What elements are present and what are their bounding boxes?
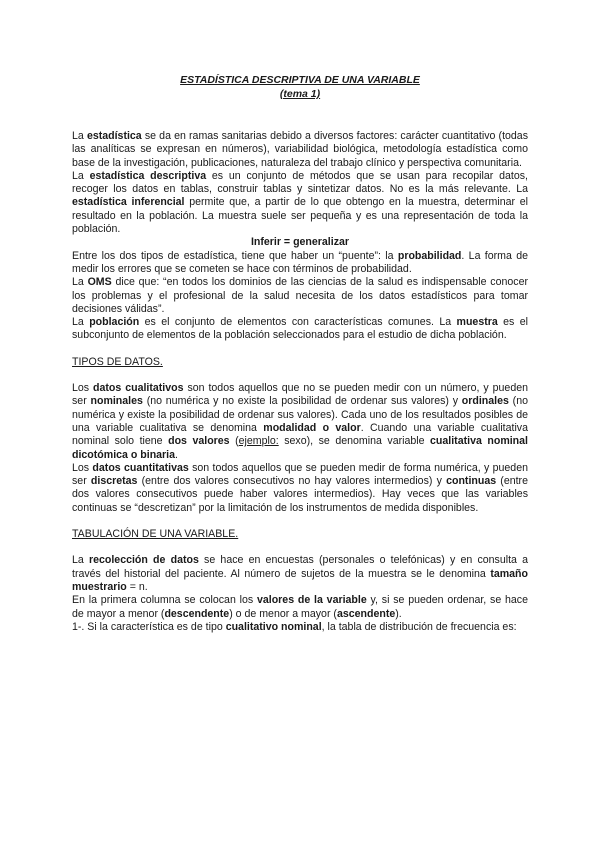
- section-heading-tabulacion: TABULACIÓN DE UNA VARIABLE.: [72, 528, 239, 541]
- paragraph-cualitativo-nominal: 1-. Si la característica es de tipo cualitativo nominal, la tabla de distribución de frecuencia es:: [72, 620, 517, 633]
- document-body: [72, 130, 528, 634]
- document-title: ESTADÍSTICA DESCRIPTIVA DE UNA VARIABLE: [180, 74, 420, 86]
- paragraph-oms: La OMS dice que: “en todos los dominios de las ciencias de la salud es indispensable conocer los problemas y el profesional de la salud necesita de los datos estadísticos para tomar decisiones válidas”.: [72, 276, 528, 315]
- inferir-line: Inferir = generalizar: [250, 236, 350, 249]
- section-heading-tipos-de-datos: TIPOS DE DATOS.: [72, 355, 163, 368]
- paragraph-estadistica: La estadística se da en ramas sanitarias debido a diversos factores: carácter cuantitativo (todas las analíticas se expresan en números), variabilidad biológica, metodología estadística como base de la investigación, publicaciones, naturaleza del trabajo clínico y perspectiva comunitaria.: [72, 130, 528, 169]
- paragraph-datos-cualitativos: Los datos cualitativos son todos aquellos que no se pueden medir con un número, y pueden ser nominales (no numérica y no existe la posibilidad de ordenar sus valores) y ordinales (no numérica y existe la posibilidad de ordenar sus valores). Cada uno de los resultados posibles de una variable cualitativa se denomina modalidad o valor. Cuando una variable cualitativa nominal solo tiene dos valores (ejemplo: sexo), se denomina variable cualitativa nominal dicotómica o binaria.: [72, 382, 529, 461]
- paragraph-recoleccion: La recolección de datos se hace en encuestas (personales o telefónicas) y en consulta a través del historial del paciente. Al número de sujetos de la muestra se le denomina tamaño muestrario = n.: [72, 554, 528, 593]
- paragraph-poblacion: La población es el conjunto de elementos con características comunes. La muestra es el subconjunto de elementos de la población seleccionados para el estudio de dicha población.: [72, 316, 528, 342]
- document-subtitle: (tema 1): [279, 88, 321, 100]
- paragraph-probabilidad: Entre los dos tipos de estadística, tiene que haber un “puente”: la probabilidad. La forma de medir los errores que se cometen se hace con términos de probabilidad.: [72, 249, 528, 275]
- paragraph-datos-cuantitativas: Los datos cuantitativas son todos aquellos que se pueden medir de forma numérica, y pueden ser discretas (entre dos valores consecutivos no hay valores intermedios) y continuas (entre dos valores consecutivos puede haber valores intermedios). Hay veces que las variables continuas se “descretizan” por la limitación de los instrumentos de medida disponibles.: [72, 461, 528, 514]
- paragraph-estadistica-descriptiva: La estadística descriptiva es un conjunto de métodos que se usan para recopilar datos, recoger los datos en tablas, construir tablas y sintetizar datos. No es la más relevante. La estadística inferencial permite que, a partir de lo que obtengo en la muestra, determinar el resultado en la población. La muestra suele ser pequeña y es una representación de toda la población.: [72, 169, 528, 236]
- paragraph-primera-columna: En la primera columna se colocan los valores de la variable y, si se pueden ordenar, se hace de mayor a menor (descendente) o de menor a mayor (ascendente).: [72, 594, 528, 620]
